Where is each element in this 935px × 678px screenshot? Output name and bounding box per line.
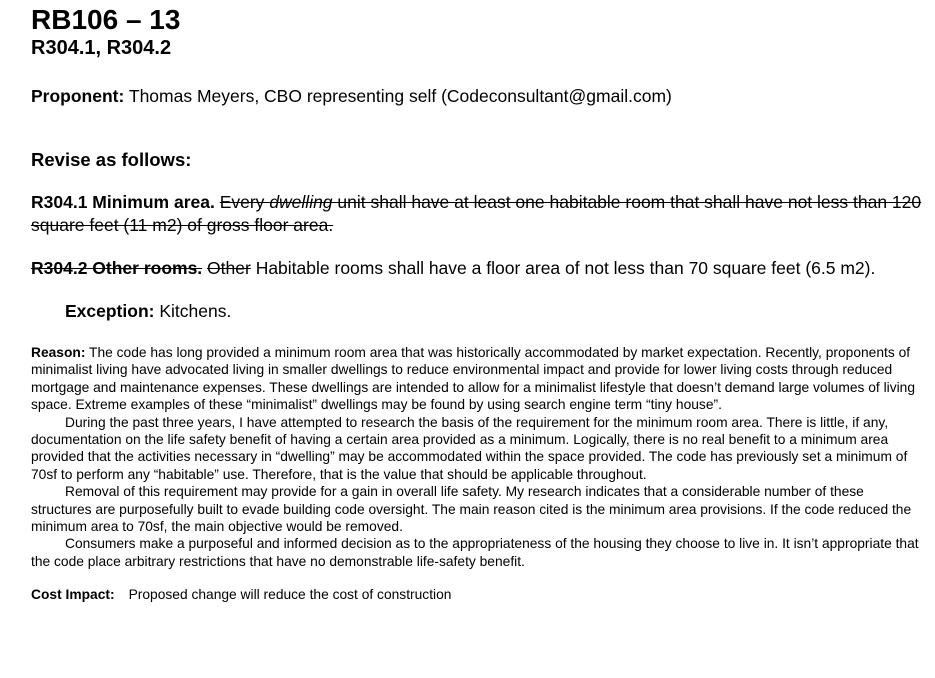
reason-paragraph-3: Removal of this requirement may provide for a gain in overall life safety. My research indicates that a considerable number of these structures are purposefully built to evade building code oversight. The main reason cited is the minimum area provisions. If the code reduced the minimum area to 70sf, the main objective would be removed. <box>31 484 912 535</box>
reason-paragraph-4: Consumers make a purposeful and informed decision as to the appropriateness of the housing they choose to live in. It isn’t appropriate that the code place arbitrary restrictions that have no demonstrable life-safety benefit. <box>31 536 919 569</box>
reason-paragraph-2: During the past three years, I have attempted to research the basis of the requirement for the minimum room area. There is little, if any, documentation on the life safety benefit of having a certain area provided as a minimum. Logically, there is no real benefit to a minimum area provided that the activities necessary in “dwelling” may be accommodated within the space provided. The code has previously set a minimum of 70sf to perform any “habitable” use. Therefore, that is the value that should be applicable throughout. <box>31 414 908 482</box>
r3042-struck-word: Other <box>207 258 251 278</box>
cost-impact-line <box>31 586 923 604</box>
r3041-heading: R304.1 Minimum area. <box>31 192 215 212</box>
r3042-heading: R304.2 Other rooms. <box>31 258 203 278</box>
r3042-text: Habitable rooms shall have a floor area of not less than 70 square feet (6.5 m2). <box>250 258 876 278</box>
reason-p1-text: The code has long provided a minimum room area that was historically accommodated by market expectation. Recently, proponents of minimalist living have advocated living in smaller dwellings to reduce environmental impact and provide for lower living costs through reduced mortgage and maintenance expenses. These dwellings are intended to allow for a minimalist lifestyle that doesn’t demand large volumes of living space. Extreme examples of these “minimalist” dwellings may be found by using search engine term “tiny house”. <box>31 345 916 413</box>
cost-impact-label: Cost Impact: <box>31 587 115 603</box>
section-r3041 <box>31 191 923 237</box>
reason-block <box>31 344 923 570</box>
cost-impact-text: Proposed change will reduce the cost of construction <box>128 587 452 603</box>
r3041-struck-italic: dwelling <box>269 192 333 212</box>
section-r3042 <box>31 257 923 280</box>
proponent-label: Proponent: <box>31 86 125 106</box>
exception-line <box>31 300 923 323</box>
r3041-struck-before: Every <box>219 192 270 212</box>
document-page <box>31 4 923 604</box>
proponent-text: Thomas Meyers, CBO representing self (Codeconsultant@gmail.com) <box>124 86 672 106</box>
exception-text: Kitchens. <box>154 301 232 321</box>
affected-sections: R304.1, R304.2 <box>31 37 172 59</box>
reason-label: Reason: <box>31 345 86 360</box>
reason-paragraph-1 <box>31 344 923 414</box>
revise-heading: Revise as follows: <box>31 149 192 170</box>
r3041-struck-after: unit shall have at least one habitable room that shall have not less than 120 square feet (11 m2) of gross floor area. <box>31 192 922 235</box>
proposal-title: RB106 – 13 <box>31 4 181 35</box>
proponent-line <box>31 85 923 107</box>
exception-label: Exception: <box>65 301 155 321</box>
